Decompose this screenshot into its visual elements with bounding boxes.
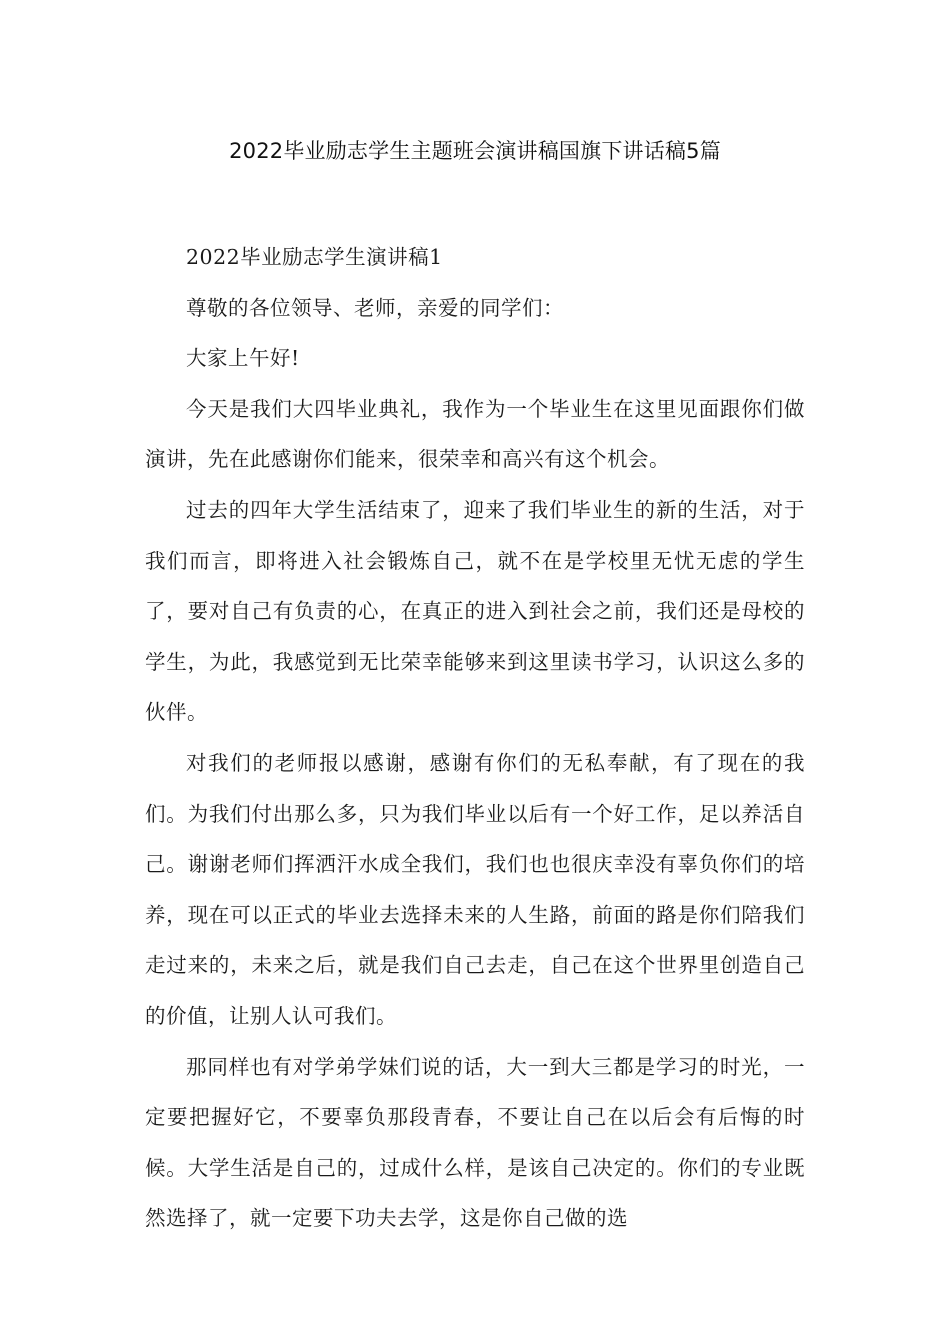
document-body (145, 232, 805, 1244)
paragraph-heading: 2022毕业励志学生演讲稿1 (186, 245, 443, 269)
paragraph: 那同样也有对学弟学妹们说的话，大一到大三都是学习的时光，一定要把握好它，不要辜负那段青春，不要让自己在以后会有后悔的时候。大学生活是自己的，过成什么样，是该自己决定的。你们的专业既然选择了，就一定要下功夫去学，这是你自己做的选 (145, 1054, 805, 1231)
paragraph-greeting: 大家上午好! (186, 346, 300, 371)
paragraph: 今天是我们大四毕业典礼，我作为一个毕业生在这里见面跟你们做演讲，先在此感谢你们能来，很荣幸和高兴有这个机会。 (145, 396, 805, 472)
paragraph-salutation: 尊敬的各位领导、老师，亲爱的同学们： (186, 295, 564, 320)
paragraph: 过去的四年大学生活结束了，迎来了我们毕业生的新的生活，对于我们而言，即将进入社会锻炼自己，就不在是学校里无忧无虑的学生了，要对自己有负责的心，在真正的进入到社会之前，我们还是母校的学生，为此，我感觉到无比荣幸能够来到这里读书学习，认识这么多的伙伴。 (145, 497, 805, 725)
document-title: 2022毕业励志学生主题班会演讲稿国旗下讲话稿5篇 (229, 139, 721, 163)
paragraph: 对我们的老师报以感谢，感谢有你们的无私奉献，有了现在的我们。为我们付出那么多，只为我们毕业以后有一个好工作，足以养活自己。谢谢老师们挥洒汗水成全我们，我们也也很庆幸没有辜负你们的培养，现在可以正式的毕业去选择未来的人生路，前面的路是你们陪我们走过来的，未来之后，就是我们自己去走，自己在这个世界里创造自己的价值，让别人认可我们。 (145, 750, 805, 1028)
